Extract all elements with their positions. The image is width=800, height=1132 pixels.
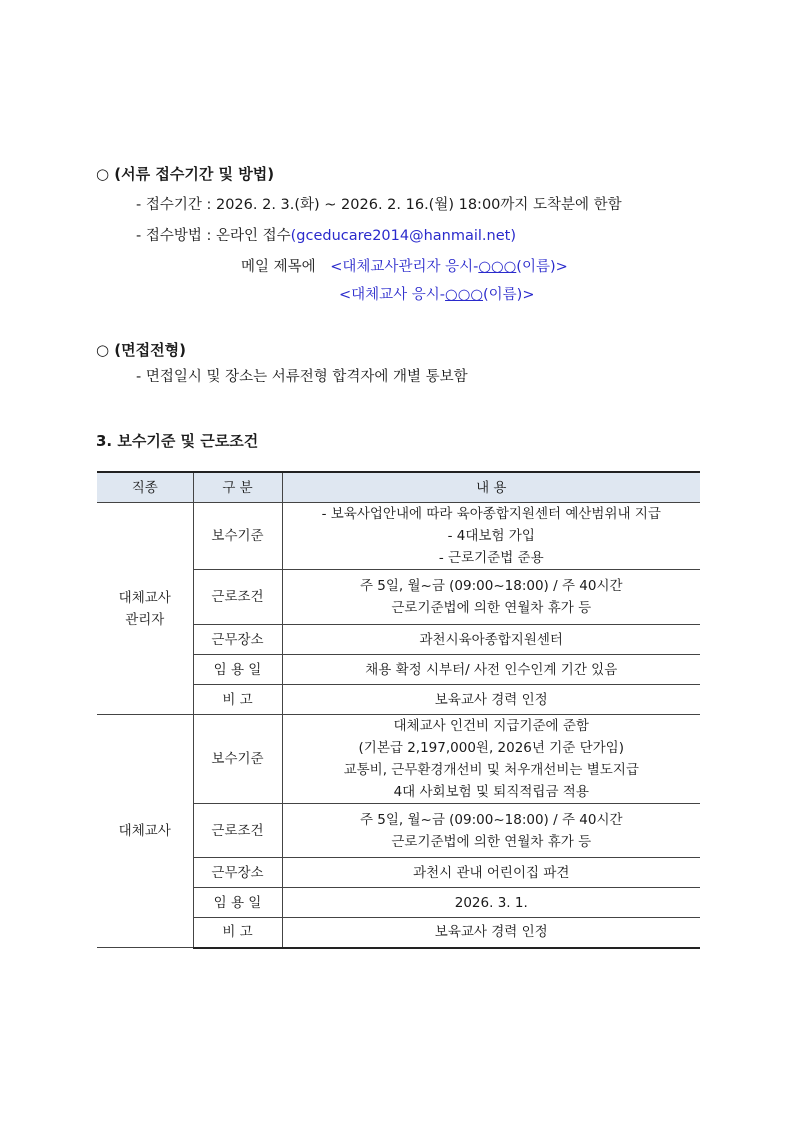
docs-method-email[interactable]: (gceducare2014@hanmail.net)	[290, 228, 516, 244]
row-label: 보수기준	[193, 715, 282, 804]
table-header-row	[97, 472, 700, 503]
row-content: 채용 확정 시부터/ 사전 인수인계 기간 있음	[282, 655, 700, 685]
interview-heading: ○ (면접전형)	[96, 341, 186, 359]
docs-heading: ○ (서류 접수기간 및 방법)	[96, 165, 275, 183]
row-content: 보육교사 경력 인정	[282, 918, 700, 948]
row-label: 보수기준	[193, 503, 282, 570]
row-label: 근무장소	[193, 625, 282, 655]
row-label: 근로조건	[193, 570, 282, 625]
row-content: 주 5일, 월~금 (09:00~18:00) / 주 40시간 근로기준법에 의한 연월차 휴가 등	[282, 804, 700, 858]
docs-period: - 접수기간 : 2026. 2. 3.(화) ~ 2026. 2. 16.(월) 18:00까지 도착분에 한함	[136, 197, 622, 213]
row-label: 임 용 일	[193, 888, 282, 918]
job-cell-substitute: 대체교사	[97, 715, 193, 948]
row-label: 근로조건	[193, 804, 282, 858]
header-category: 구 분	[193, 472, 282, 503]
section3-heading: 3. 보수기준 및 근로조건	[96, 432, 259, 450]
mail-subject-label: 메일 제목에	[241, 259, 316, 275]
mail-subject-2: <대체교사 응시-○○○(이름)>	[339, 287, 535, 303]
docs-method-prefix: - 접수방법 : 온라인 접수	[136, 228, 291, 244]
table-row	[97, 715, 700, 804]
row-content: - 보육사업안내에 따라 육아종합지원센터 예산범위내 지급 - 4대보험 가입 - 근로기준법 준용	[282, 503, 700, 570]
docs-method	[136, 224, 516, 245]
row-content: 주 5일, 월~금 (09:00~18:00) / 주 40시간 근로기준법에 의한 연월차 휴가 등	[282, 570, 700, 625]
mail-subject-1: <대체교사관리자 응시-○○○(이름)>	[330, 259, 568, 275]
interview-text: - 면접일시 및 장소는 서류전형 합격자에 개별 통보함	[136, 369, 468, 385]
row-content: 과천시육아종합지원센터	[282, 625, 700, 655]
row-label: 근무장소	[193, 858, 282, 888]
pay-conditions-table	[97, 471, 700, 949]
row-content: 2026. 3. 1.	[282, 888, 700, 918]
table-row	[97, 503, 700, 570]
row-label: 비 고	[193, 918, 282, 948]
row-label: 비 고	[193, 685, 282, 715]
mail-subject-line-1	[241, 255, 568, 276]
row-content: 과천시 관내 어린이집 파견	[282, 858, 700, 888]
job-cell-manager: 대체교사 관리자	[97, 503, 193, 715]
header-job: 직종	[97, 472, 193, 503]
row-content: 대체교사 인건비 지급기준에 준함 (기본급 2,197,000원, 2026년 기준 단가임) 교통비, 근무환경개선비 및 처우개선비는 별도지급 4대 사회보험 및 퇴직적립금 적용	[282, 715, 700, 804]
header-content: 내 용	[282, 472, 700, 503]
row-label: 임 용 일	[193, 655, 282, 685]
row-content: 보육교사 경력 인정	[282, 685, 700, 715]
